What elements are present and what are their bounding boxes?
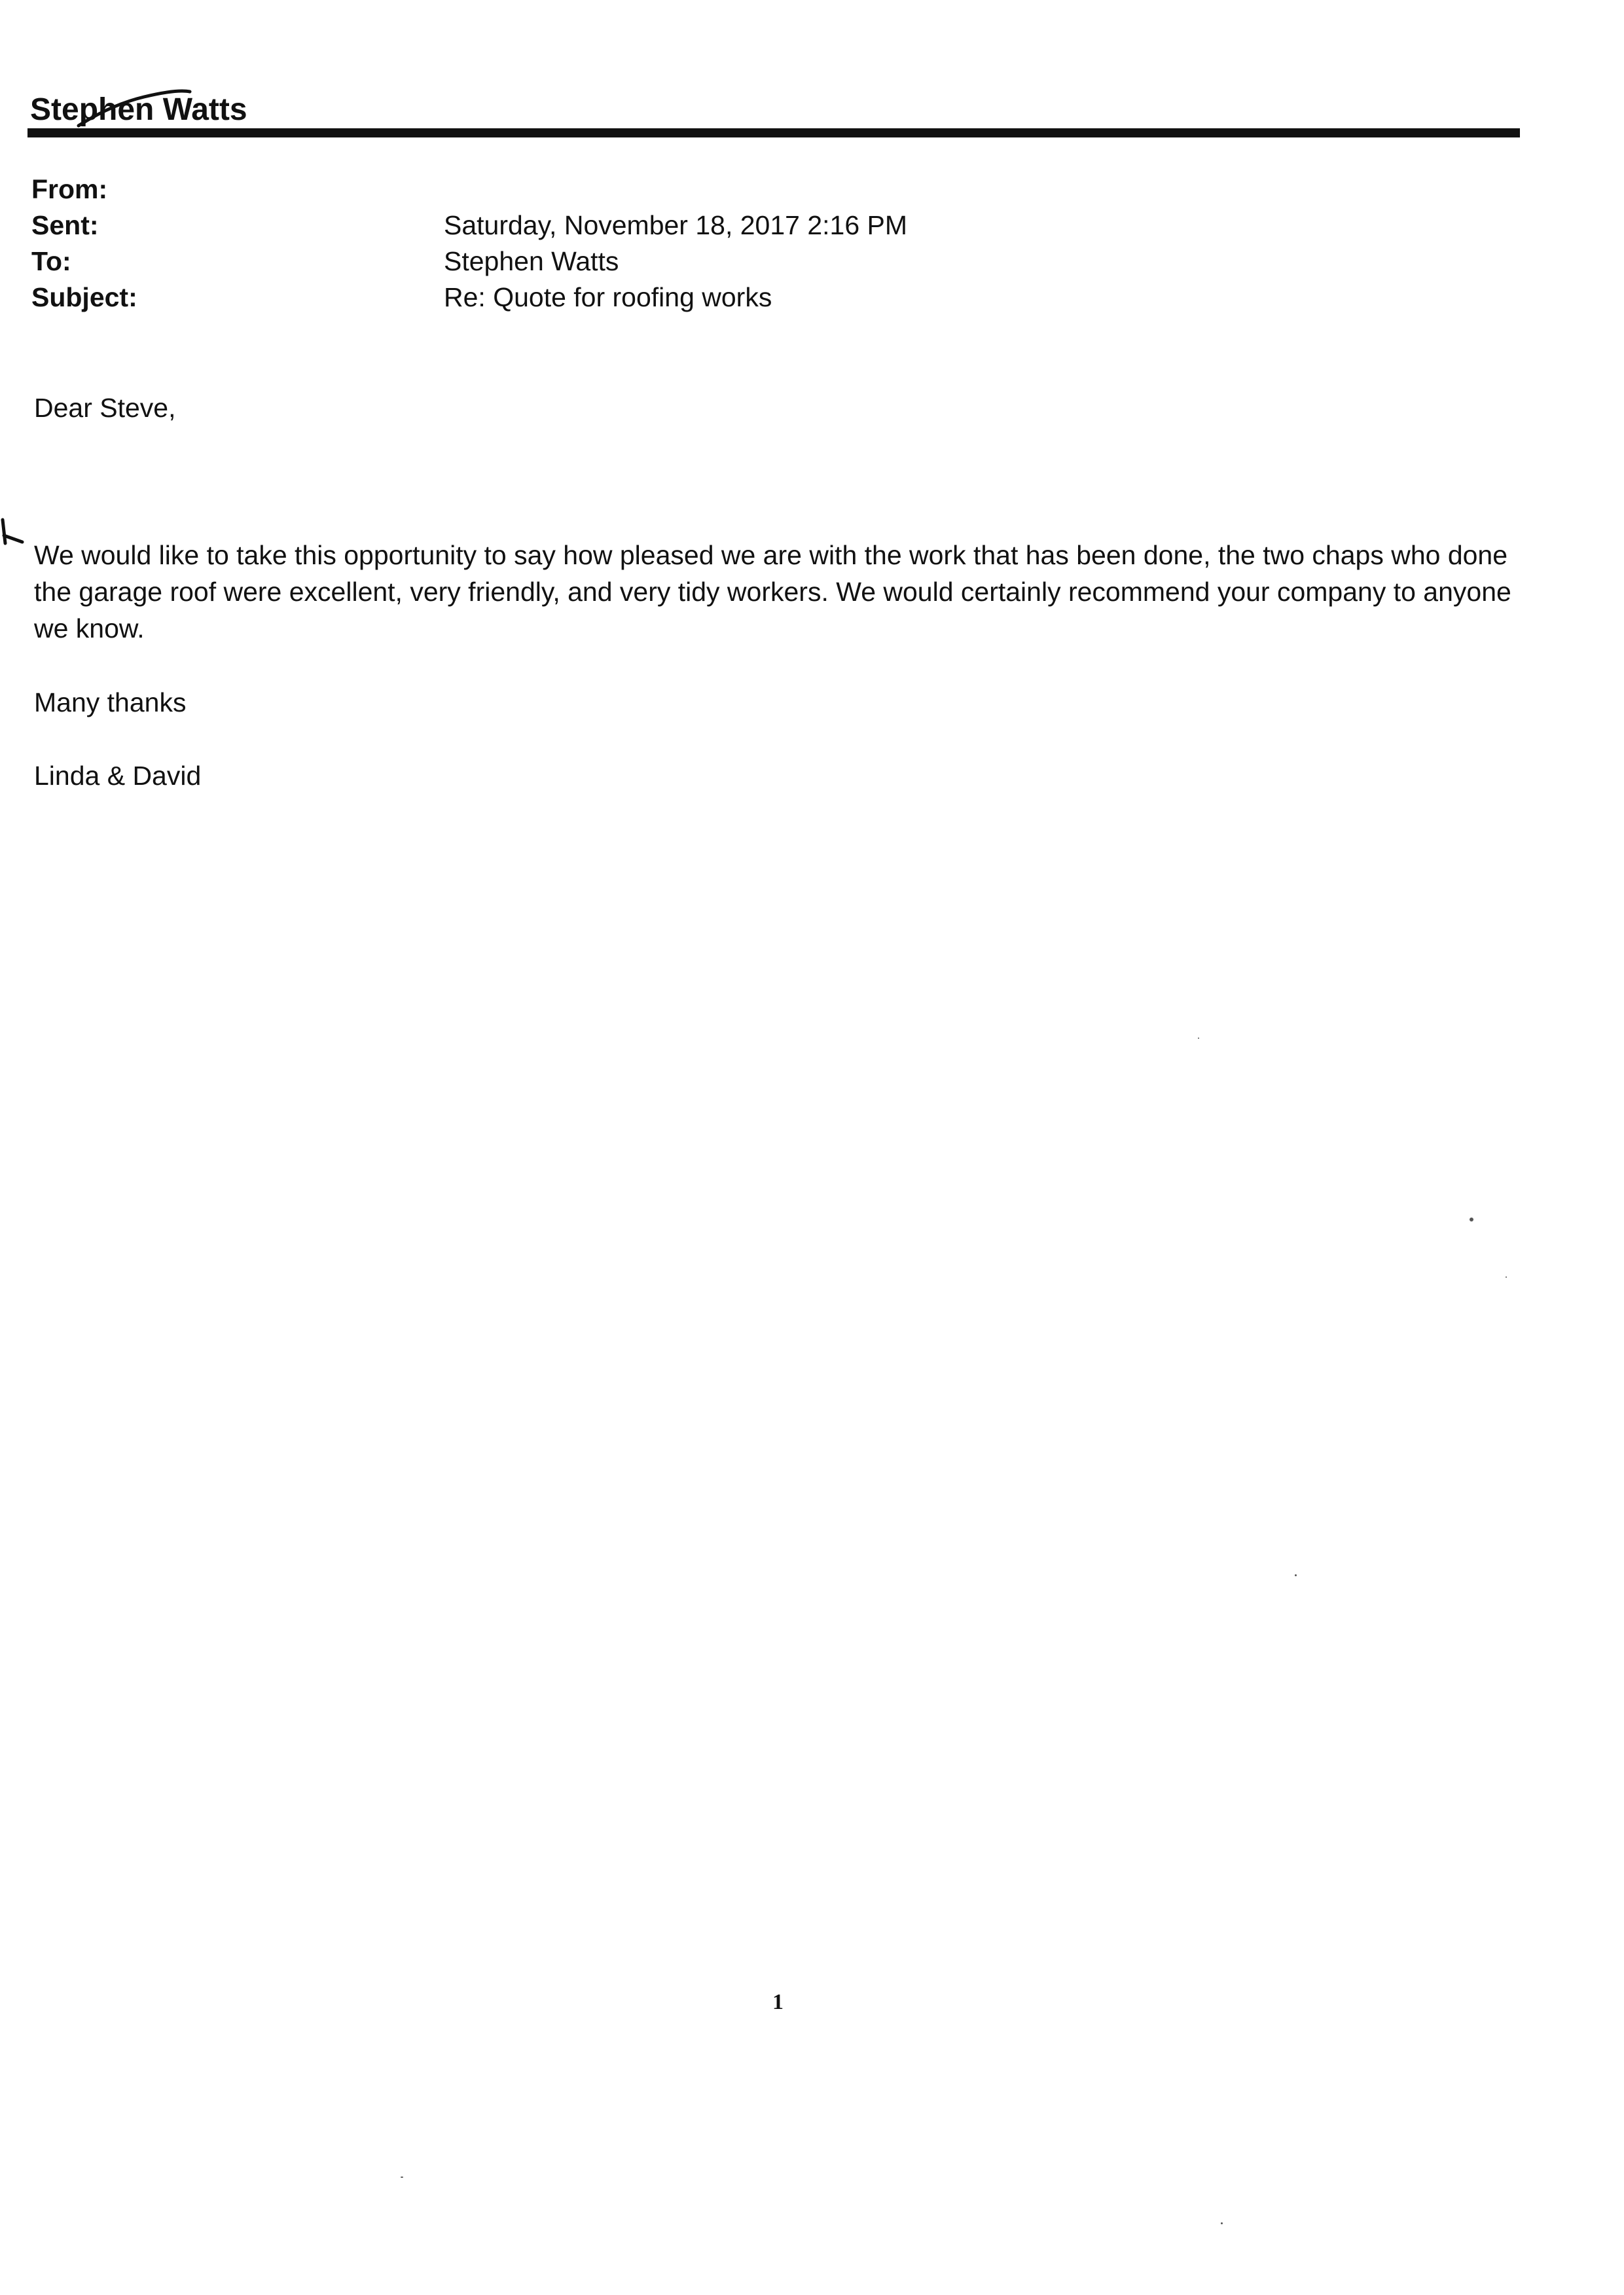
scan-speck (1295, 1574, 1297, 1576)
meta-value: Stephen Watts (444, 246, 619, 276)
header-rule (27, 128, 1520, 137)
scan-speck (1470, 1218, 1473, 1221)
meta-label: Sent: (31, 210, 99, 240)
closing: Many thanks (34, 687, 187, 717)
meta-label: Subject: (31, 282, 137, 312)
scan-speck (1221, 2222, 1223, 2224)
signature: Linda & David (34, 761, 202, 791)
greeting: Dear Steve, (34, 393, 176, 423)
page-number: 1 (772, 1990, 784, 2014)
meta-value: Re: Quote for roofing works (444, 282, 772, 312)
handwritten-margin-mark (0, 517, 26, 556)
message-body: We would like to take this opportunity to say how pleased we are with the work that has been done, the two chaps who done the garage roof were excellent, very friendly, and very tidy workers. We would certainly recommend your company to anyone we know. (34, 540, 1511, 643)
meta-value: Saturday, November 18, 2017 2:16 PM (444, 210, 908, 240)
meta-label: To: (31, 246, 71, 276)
sender-name-heading: Stephen Watts (30, 92, 247, 127)
handwritten-scribble (65, 85, 196, 131)
scan-speck (1198, 1038, 1199, 1039)
meta-label: From: (31, 174, 108, 204)
scan-speck (1506, 1276, 1507, 1278)
scan-speck (401, 2177, 403, 2178)
